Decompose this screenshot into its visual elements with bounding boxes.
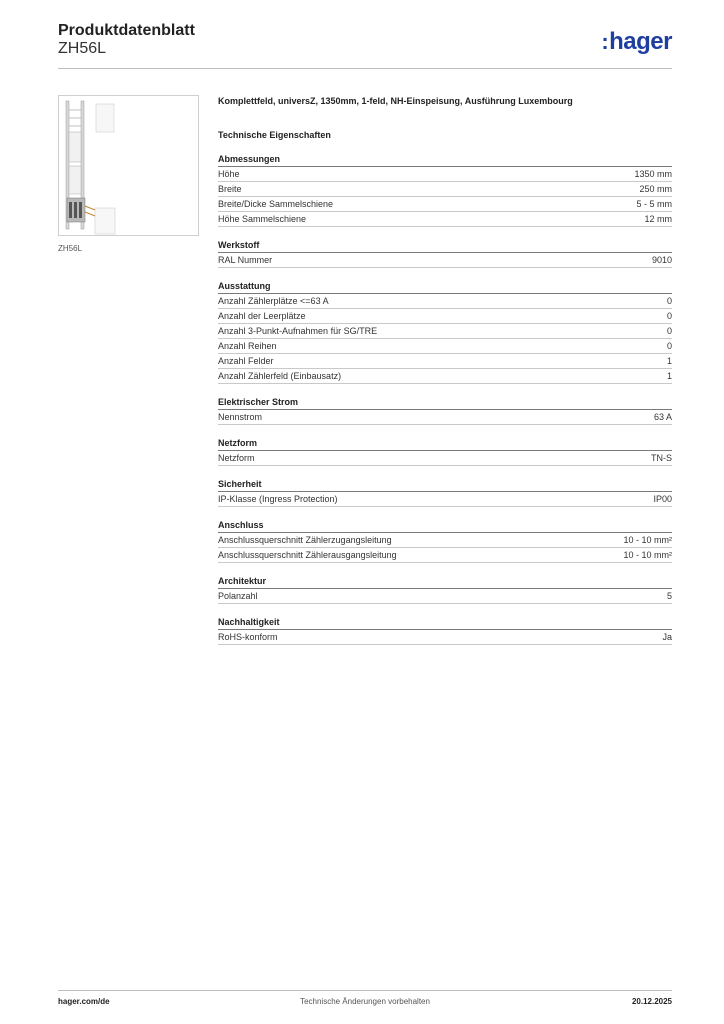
property-label: Breite [218, 184, 242, 194]
property-label: IP-Klasse (Ingress Protection) [218, 494, 338, 504]
property-value: 250 mm [639, 184, 672, 194]
section-title: Sicherheit [218, 478, 672, 492]
section-anschluss [218, 519, 672, 563]
document-title: Produktdatenblatt [58, 22, 195, 39]
property-row [218, 339, 672, 354]
property-row [218, 197, 672, 212]
section-title: Nachhaltigkeit [218, 616, 672, 630]
property-label: Netzform [218, 453, 255, 463]
property-row [218, 410, 672, 425]
property-value: 1 [666, 356, 672, 366]
property-label: Anzahl Zählerfeld (Einbausatz) [218, 371, 342, 381]
property-row [218, 451, 672, 466]
property-value: 5 - 5 mm [636, 199, 672, 209]
section-title: Ausstattung [218, 280, 672, 294]
property-row [218, 369, 672, 384]
product-image [58, 95, 199, 236]
section-title: Anschluss [218, 519, 672, 533]
property-value: 9010 [651, 255, 672, 265]
property-value: 0 [666, 326, 672, 336]
property-value: 0 [666, 296, 672, 306]
property-row [218, 548, 672, 563]
property-value: 1350 mm [634, 169, 672, 179]
property-row [218, 533, 672, 548]
property-label: Anzahl Zählerplätze <=63 A [218, 296, 329, 306]
section-werkstoff [218, 239, 672, 268]
property-label: Anschlussquerschnitt Zählerausgangsleitung [218, 550, 397, 560]
hager-logo: :hager [601, 28, 672, 55]
technical-properties-heading: Technische Eigenschaften [218, 130, 331, 140]
property-label: Anzahl 3-Punkt-Aufnahmen für SG/TRE [218, 326, 378, 336]
section-sicherheit [218, 478, 672, 507]
section-nachhaltigkeit [218, 616, 672, 645]
section-title: Abmessungen [218, 153, 672, 167]
page-footer [58, 997, 672, 1009]
section-abmessungen [218, 153, 672, 227]
header-divider [58, 68, 672, 69]
property-sections [218, 153, 672, 645]
property-value: 0 [666, 341, 672, 351]
footer-divider [58, 990, 672, 991]
property-value: IP00 [653, 494, 672, 504]
section-elektrischer-strom [218, 396, 672, 425]
property-row [218, 212, 672, 227]
property-value: 12 mm [644, 214, 672, 224]
property-label: RoHS-konform [218, 632, 278, 642]
datasheet-content [218, 95, 672, 645]
property-row [218, 354, 672, 369]
property-label: Anzahl Felder [218, 356, 274, 366]
property-label: Breite/Dicke Sammelschiene [218, 199, 334, 209]
property-label: Höhe Sammelschiene [218, 214, 307, 224]
product-description: Komplettfeld, universZ, 1350mm, 1-feld, NH-Einspeisung, Ausführung Luxembourg [218, 96, 573, 106]
property-value: TN-S [651, 453, 672, 463]
logo-text: hager [609, 28, 672, 55]
product-code: ZH56L [58, 40, 107, 57]
section-title: Elektrischer Strom [218, 396, 672, 410]
property-value: Ja [662, 632, 672, 642]
footer-date: 20.12.2025 [631, 997, 672, 1006]
property-value: 0 [666, 311, 672, 321]
footer-website-link[interactable]: hager.com/de [58, 997, 110, 1006]
section-title: Werkstoff [218, 239, 672, 253]
property-label: Polanzahl [218, 591, 258, 601]
section-architektur [218, 575, 672, 604]
section-ausstattung [218, 280, 672, 384]
property-label: Anzahl der Leerplätze [218, 311, 306, 321]
property-row [218, 589, 672, 604]
property-label: Anschlussquerschnitt Zählerzugangsleitung [218, 535, 392, 545]
property-label: Nennstrom [218, 412, 263, 422]
property-value: 63 A [653, 412, 672, 422]
property-label: Höhe [218, 169, 240, 179]
property-value: 1 [666, 371, 672, 381]
page-header [58, 20, 672, 68]
property-value: 5 [666, 591, 672, 601]
property-row [218, 492, 672, 507]
footer-notice: Technische Änderungen vorbehalten [300, 997, 430, 1006]
section-netzform [218, 437, 672, 466]
property-row [218, 309, 672, 324]
property-row [218, 182, 672, 197]
image-caption: ZH56L [58, 244, 83, 253]
property-row [218, 294, 672, 309]
property-row [218, 253, 672, 268]
section-title: Netzform [218, 437, 672, 451]
property-row [218, 167, 672, 182]
property-label: RAL Nummer [218, 255, 273, 265]
enclosure-illustration [59, 96, 199, 236]
property-value: 10 - 10 mm² [623, 550, 672, 560]
property-label: Anzahl Reihen [218, 341, 277, 351]
property-row [218, 324, 672, 339]
property-value: 10 - 10 mm² [623, 535, 672, 545]
section-title: Architektur [218, 575, 672, 589]
property-row [218, 630, 672, 645]
